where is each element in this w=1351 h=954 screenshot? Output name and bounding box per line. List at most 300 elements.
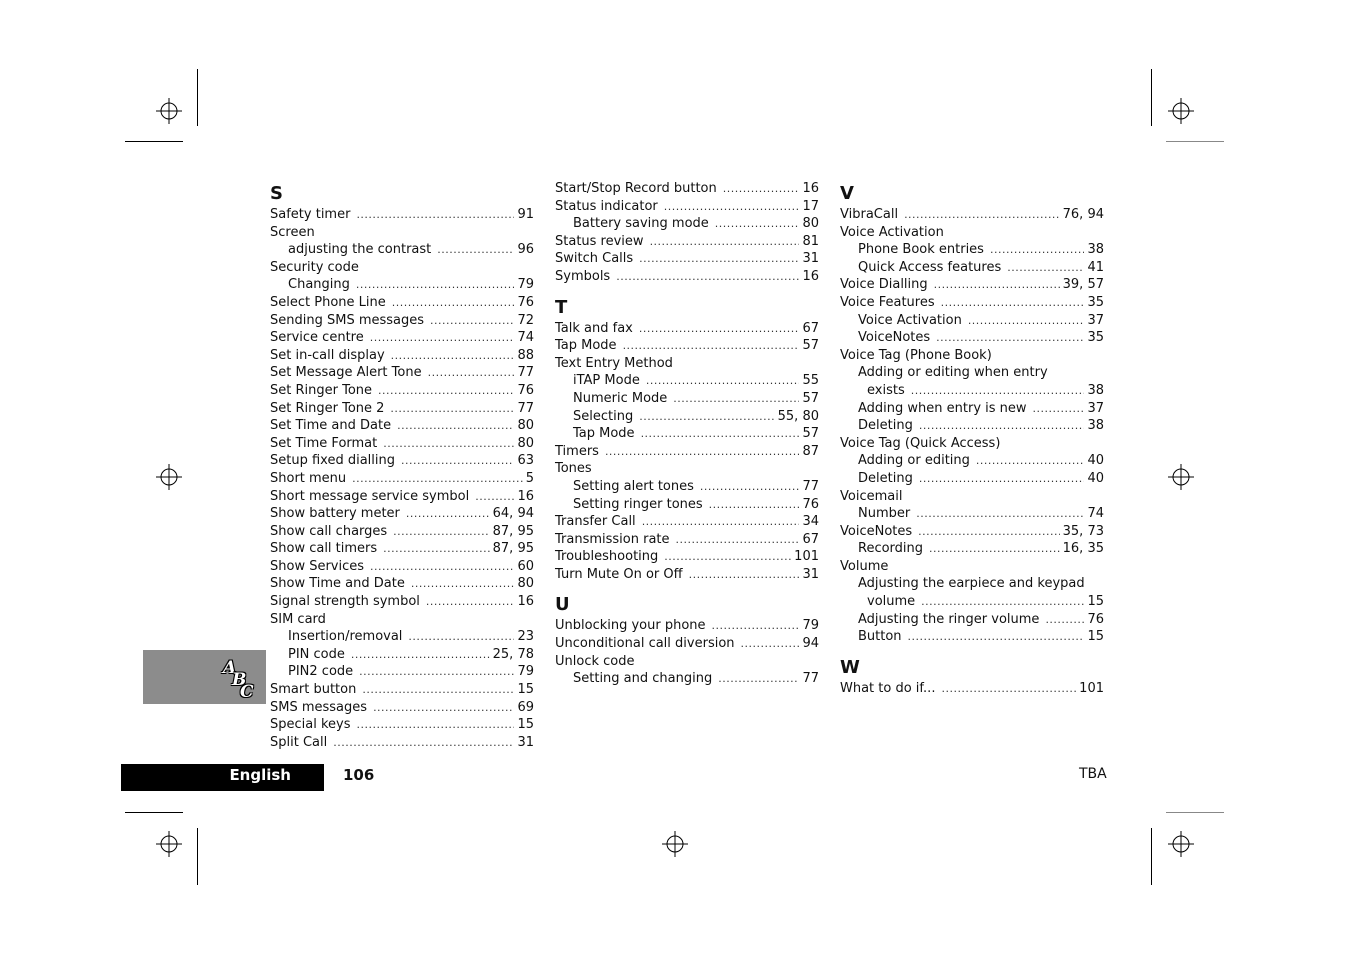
index-term: Button: [858, 629, 902, 645]
index-entry: [555, 215, 819, 233]
page-reference: 57: [802, 390, 819, 406]
index-term: Phone Book entries: [858, 242, 984, 258]
index-entry: [555, 617, 819, 635]
page-reference: 31: [802, 251, 819, 267]
dot-leader: [1033, 400, 1085, 418]
index-term: Tap Mode: [573, 426, 635, 442]
registration-mark-icon: [1168, 831, 1194, 857]
index-entry: [270, 224, 534, 242]
page-reference: 39, 57: [1062, 277, 1104, 293]
dot-leader: [646, 372, 800, 390]
page-reference: 101: [1079, 680, 1104, 696]
dot-leader: [641, 425, 800, 443]
page-reference: 87, 95: [492, 541, 534, 557]
page-reference: 72: [517, 312, 534, 328]
index-entry: [270, 646, 534, 664]
index-term: Short menu: [270, 470, 347, 486]
index-term: Voice Activation: [858, 312, 962, 328]
index-entry: [840, 241, 1104, 259]
dot-leader: [976, 452, 1085, 470]
index-term: volume: [867, 594, 916, 610]
index-term: Transmission rate: [555, 531, 670, 547]
index-term: Setup fixed dialling: [270, 453, 395, 469]
page-reference: 80: [517, 418, 534, 434]
index-term: Adjusting the ringer volume: [858, 611, 1040, 627]
index-term: Deleting: [858, 418, 913, 434]
index-entry: [270, 558, 534, 576]
index-term: VoiceNotes: [858, 330, 931, 346]
page-reference: 16: [802, 181, 819, 196]
page-reference: 15: [1087, 594, 1104, 610]
page-reference: 77: [517, 400, 534, 416]
dot-leader: [968, 312, 1085, 330]
index-term: adjusting the contrast: [288, 242, 432, 258]
dot-leader: [393, 523, 489, 541]
index-term: Show battery meter: [270, 506, 400, 522]
dot-leader: [430, 312, 514, 330]
index-entry: [840, 488, 1104, 506]
index-term: Status indicator: [555, 198, 658, 214]
index-term: Voice Activation: [840, 224, 944, 240]
page-reference: 91: [517, 207, 534, 222]
index-term: Start/Stop Record button: [555, 181, 717, 196]
index-entry: [840, 312, 1104, 330]
index-term: Select Phone Line: [270, 294, 386, 310]
index-term: Adding or editing: [858, 453, 970, 469]
page-reference: 101: [794, 549, 819, 565]
dot-leader: [392, 294, 515, 312]
document-code: TBA: [1079, 766, 1107, 782]
page-reference: 16: [517, 594, 534, 610]
index-entry: [270, 400, 534, 418]
page-reference: 87, 95: [492, 523, 534, 539]
dot-leader: [351, 646, 490, 664]
section-gap: [555, 583, 819, 591]
page-reference: 77: [802, 478, 819, 494]
index-entry: [840, 435, 1104, 453]
index-entry: [270, 452, 534, 470]
index-term: Service centre: [270, 330, 364, 346]
page-reference: 81: [802, 233, 819, 249]
index-term: SIM card: [270, 611, 326, 627]
dot-leader: [904, 206, 1060, 224]
index-term: Unconditional call diversion: [555, 636, 735, 652]
section-gap: [555, 286, 819, 294]
page-reference: 60: [517, 558, 534, 574]
index-entry: [840, 680, 1104, 698]
index-entry: [840, 206, 1104, 224]
index-entry: [840, 593, 1104, 611]
crop-line: [125, 812, 183, 813]
page-reference: 76: [802, 496, 819, 512]
dot-leader: [919, 470, 1085, 488]
index-entry: [270, 312, 534, 330]
index-entry: [270, 593, 534, 611]
page-reference: 31: [517, 734, 534, 750]
index-entry: [270, 575, 534, 593]
index-term: Deleting: [858, 470, 913, 486]
page-reference: 38: [1087, 242, 1104, 258]
index-entry: [555, 460, 819, 478]
index-entry: [840, 505, 1104, 523]
dot-leader: [689, 566, 800, 584]
dot-leader: [709, 496, 800, 514]
dot-leader: [639, 250, 799, 268]
crop-line: [1166, 812, 1224, 813]
index-entry: [555, 531, 819, 549]
index-term: Unblocking your phone: [555, 618, 706, 634]
index-term: Security code: [270, 259, 359, 275]
dot-leader: [911, 382, 1085, 400]
index-column-1: [270, 180, 534, 751]
index-term: Voice Tag (Phone Book): [840, 347, 992, 363]
index-entry: [270, 347, 534, 365]
page-reference: 57: [802, 338, 819, 354]
dot-leader: [990, 241, 1085, 259]
index-term: Timers: [555, 443, 599, 459]
page-reference: 76: [517, 294, 534, 310]
index-entry: [270, 540, 534, 558]
page-reference: 88: [517, 347, 534, 363]
index-entry: [555, 372, 819, 390]
index-term: Voicemail: [840, 488, 903, 504]
index-entry: [840, 224, 1104, 242]
index-entry: [270, 470, 534, 488]
page-reference: 77: [802, 671, 819, 687]
index-entry: [555, 478, 819, 496]
index-entry: [840, 470, 1104, 488]
page-reference: 79: [517, 664, 534, 680]
dot-leader: [475, 488, 514, 506]
index-entry: [840, 540, 1104, 558]
page-reference: 55: [802, 373, 819, 389]
dot-leader: [426, 593, 515, 611]
dot-leader: [918, 523, 1059, 541]
page-reference: 31: [802, 566, 819, 582]
index-term: Show call charges: [270, 523, 388, 539]
dot-leader: [362, 681, 514, 699]
page-reference: 55, 80: [777, 408, 819, 424]
index-term: Numeric Mode: [573, 390, 668, 406]
dot-leader: [712, 617, 800, 635]
page-reference: 15: [517, 682, 534, 698]
index-term: Troubleshooting: [555, 549, 659, 565]
page-reference: 16: [802, 268, 819, 284]
index-term: Recording: [858, 541, 924, 557]
page-reference: 37: [1087, 312, 1104, 328]
index-term: SMS messages: [270, 699, 368, 715]
page-reference: 63: [517, 453, 534, 469]
index-entry: [840, 329, 1104, 347]
index-term: Screen: [270, 224, 315, 240]
dot-leader: [605, 443, 800, 461]
index-term: Quick Access features: [858, 259, 1002, 275]
dot-leader: [359, 663, 514, 681]
index-entry: [840, 452, 1104, 470]
dot-leader: [700, 478, 800, 496]
page-reference: 67: [802, 531, 819, 547]
dot-leader: [941, 294, 1085, 312]
page-reference: 35: [1087, 330, 1104, 346]
index-entry: [840, 628, 1104, 646]
index-entry: [840, 400, 1104, 418]
index-entry: [840, 611, 1104, 629]
index-term: Volume: [840, 558, 889, 574]
index-term: Battery saving mode: [573, 216, 709, 232]
index-entry: [555, 443, 819, 461]
index-term: Tap Mode: [555, 338, 617, 354]
dot-leader: [333, 734, 514, 752]
index-term: Split Call: [270, 734, 328, 750]
crop-line: [125, 141, 183, 142]
dot-leader: [715, 215, 800, 233]
dot-leader: [664, 548, 791, 566]
dot-leader: [390, 400, 514, 418]
index-term: Adding or editing when entry: [858, 365, 1048, 381]
index-term: Talk and fax: [555, 320, 633, 336]
dot-leader: [639, 408, 774, 426]
index-term: Sending SMS messages: [270, 312, 425, 328]
index-entry: [555, 635, 819, 653]
index-entry: [555, 496, 819, 514]
index-entry: [270, 699, 534, 717]
dot-leader: [1007, 259, 1084, 277]
section-letter: W: [840, 656, 860, 678]
dot-leader: [673, 390, 799, 408]
crop-line: [197, 69, 198, 126]
page-reference: 40: [1087, 470, 1104, 486]
index-entry: [270, 241, 534, 259]
dot-leader: [919, 417, 1085, 435]
index-term: Show Services: [270, 558, 365, 574]
page-reference: 25, 78: [492, 646, 534, 662]
index-term: Transfer Call: [555, 514, 636, 530]
index-term: Set Message Alert Tone: [270, 365, 422, 381]
dot-leader: [623, 337, 800, 355]
index-column-2: [555, 180, 819, 688]
index-entry: [840, 523, 1104, 541]
index-term: Turn Mute On or Off: [555, 566, 683, 582]
page-reference: 41: [1087, 259, 1104, 275]
index-entry: [555, 670, 819, 688]
page-reference: 76: [517, 382, 534, 398]
registration-mark-icon: [156, 831, 182, 857]
dot-leader: [391, 347, 515, 365]
dot-leader: [934, 276, 1060, 294]
index-entry: [840, 382, 1104, 400]
page-reference: 16, 35: [1062, 541, 1104, 557]
index-term: Tones: [555, 461, 592, 477]
page-reference: 35: [1087, 294, 1104, 310]
index-term: Changing: [288, 277, 350, 293]
index-entry: [270, 611, 534, 629]
page-reference: 80: [802, 216, 819, 232]
registration-mark-icon: [662, 831, 688, 857]
dot-leader: [741, 635, 800, 653]
dot-leader: [908, 628, 1085, 646]
dot-leader: [383, 435, 514, 453]
index-term: Setting ringer tones: [573, 496, 703, 512]
index-term: Voice Tag (Quick Access): [840, 435, 1001, 451]
index-entry: [555, 548, 819, 566]
index-entry: [555, 250, 819, 268]
page-reference: 16: [517, 488, 534, 504]
index-entry: [840, 276, 1104, 294]
dot-leader: [664, 198, 800, 216]
page-reference: 38: [1087, 418, 1104, 434]
dot-leader: [718, 670, 799, 688]
index-term: Adding when entry is new: [858, 400, 1027, 416]
index-entry: [555, 566, 819, 584]
index-term: Set in-call display: [270, 347, 385, 363]
index-entry: [555, 198, 819, 216]
index-term: Signal strength symbol: [270, 594, 420, 610]
page-reference: 79: [517, 277, 534, 293]
dot-leader: [1045, 611, 1084, 629]
index-entry: [555, 653, 819, 671]
index-entry: [840, 558, 1104, 576]
index-term: Set Ringer Tone 2: [270, 400, 385, 416]
page-reference: 87: [802, 443, 819, 459]
index-entry: [270, 628, 534, 646]
dot-leader: [929, 540, 1060, 558]
index-term: Setting and changing: [573, 671, 713, 687]
index-entry: [270, 734, 534, 752]
index-term: Safety timer: [270, 207, 351, 222]
registration-mark-icon: [156, 464, 182, 490]
dot-leader: [616, 268, 799, 286]
index-term: Voice Features: [840, 294, 935, 310]
dot-leader: [352, 470, 523, 488]
page-reference: 76: [1087, 611, 1104, 627]
index-entry: [840, 294, 1104, 312]
index-tab: [143, 650, 266, 704]
registration-mark-icon: [1168, 98, 1194, 124]
section-letter: S: [270, 183, 283, 204]
page-reference: 64, 94: [492, 506, 534, 522]
index-term: Symbols: [555, 268, 611, 284]
page-reference: 23: [517, 629, 534, 645]
index-entry: [555, 268, 819, 286]
index-entry: [555, 320, 819, 338]
index-term: Voice Dialling: [840, 277, 928, 293]
page-number: 106: [343, 766, 375, 784]
page-reference: 74: [517, 330, 534, 346]
page-reference: 5: [525, 470, 534, 486]
index-entry: [270, 488, 534, 506]
index-entry: [270, 523, 534, 541]
index-term: Insertion/removal: [288, 629, 403, 645]
index-term: Switch Calls: [555, 251, 634, 267]
index-term: Unlock code: [555, 653, 635, 669]
page-reference: 76, 94: [1062, 207, 1104, 222]
dot-leader: [941, 680, 1076, 698]
dot-leader: [642, 513, 800, 531]
index-term: exists: [867, 382, 905, 398]
index-entry: [555, 355, 819, 373]
index-entry: [270, 663, 534, 681]
dot-leader: [383, 540, 489, 558]
index-entry: [270, 294, 534, 312]
dot-leader: [428, 364, 515, 382]
index-term: Show Time and Date: [270, 576, 405, 592]
dot-leader: [373, 699, 514, 717]
page-reference: 74: [1087, 506, 1104, 522]
page-reference: 69: [517, 699, 534, 715]
dot-leader: [408, 628, 514, 646]
index-entry: [840, 259, 1104, 277]
dot-leader: [370, 558, 514, 576]
index-term: Text Entry Method: [555, 355, 673, 371]
dot-leader: [378, 382, 514, 400]
index-entry: [555, 337, 819, 355]
page-reference: 57: [802, 426, 819, 442]
crop-line: [1166, 141, 1224, 142]
index-term: VibraCall: [840, 207, 899, 222]
section-letter: V: [840, 183, 854, 204]
section-letter: T: [555, 296, 568, 318]
language-label: English: [121, 764, 324, 791]
index-entry: [840, 364, 1104, 382]
index-term: Selecting: [573, 408, 634, 424]
index-entry: [270, 505, 534, 523]
page-reference: 40: [1087, 453, 1104, 469]
index-term: Show call timers: [270, 541, 378, 557]
index-term: Set Time and Date: [270, 418, 392, 434]
section-gap: [840, 646, 1104, 654]
dot-leader: [411, 575, 515, 593]
dot-leader: [370, 329, 515, 347]
dot-leader: [397, 417, 514, 435]
index-term: Special keys: [270, 717, 351, 733]
page-reference: 35, 73: [1062, 523, 1104, 539]
index-entry: [555, 408, 819, 426]
registration-mark-icon: [156, 98, 182, 124]
abc-index-icon: [221, 658, 261, 700]
index-entry: [270, 259, 534, 277]
index-entry: [555, 180, 819, 198]
index-entry: [840, 575, 1104, 593]
index-term: Set Time Format: [270, 435, 378, 451]
index-entry: [270, 206, 534, 224]
index-term: PIN code: [288, 646, 345, 662]
index-entry: [270, 364, 534, 382]
index-entry: [555, 425, 819, 443]
dot-leader: [916, 505, 1084, 523]
index-entry: [555, 513, 819, 531]
index-entry: [270, 435, 534, 453]
index-entry: [840, 347, 1104, 365]
dot-leader: [356, 206, 514, 224]
index-term: What to do if...: [840, 680, 936, 696]
index-term: Status review: [555, 233, 644, 249]
index-term: Short message service symbol: [270, 488, 470, 504]
dot-leader: [401, 452, 514, 470]
registration-mark-icon: [1168, 464, 1194, 490]
index-entry: [270, 329, 534, 347]
index-entry: [555, 233, 819, 251]
index-term: Set Ringer Tone: [270, 382, 373, 398]
page-reference: 80: [517, 435, 534, 451]
crop-line: [197, 828, 198, 885]
index-term: Smart button: [270, 682, 357, 698]
index-entry: [270, 417, 534, 435]
index-term: Number: [858, 506, 911, 522]
dot-leader: [406, 505, 490, 523]
section-letter: U: [555, 594, 570, 616]
dot-leader: [921, 593, 1084, 611]
page-reference: 94: [802, 636, 819, 652]
